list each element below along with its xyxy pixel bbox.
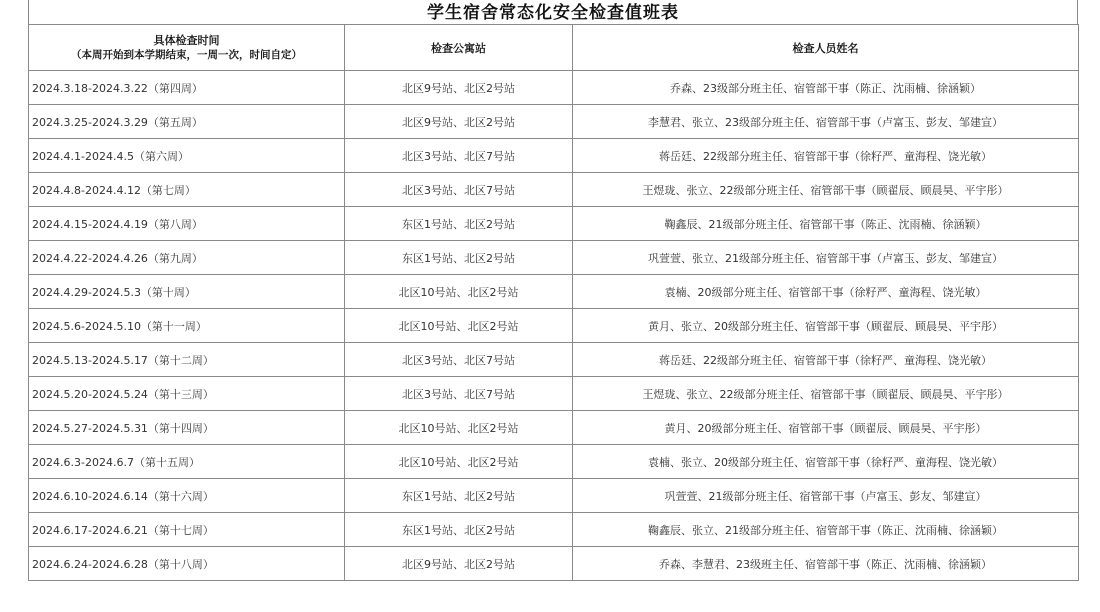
table-row [29,71,1079,105]
cell-staff: 鞠鑫辰、张立、21级部分班主任、宿管部干事（陈正、沈雨楠、徐涵颖） [573,513,1079,547]
cell-station: 北区3号站、北区7号站 [345,173,573,207]
header-station: 检查公寓站 [345,25,573,71]
cell-staff: 袁楠、张立、20级部分班主任、宿管部干事（徐籽严、童海程、饶光敏） [573,445,1079,479]
cell-staff: 乔森、23级部分班主任、宿管部干事（陈正、沈雨楠、徐涵颖） [573,71,1079,105]
cell-staff: 李慧君、张立、23级部分班主任、宿管部干事（卢富玉、彭友、邹建宣） [573,105,1079,139]
cell-date: 2024.4.8-2024.4.12（第七周） [29,173,345,207]
table-row [29,309,1079,343]
cell-staff: 蒋岳廷、22级部分班主任、宿管部干事（徐籽严、童海程、饶光敏） [573,139,1079,173]
cell-staff: 袁楠、20级部分班主任、宿管部干事（徐籽严、童海程、饶光敏） [573,275,1079,309]
table-row [29,173,1079,207]
table-row [29,275,1079,309]
cell-staff: 黄月、张立、20级部分班主任、宿管部干事（顾翟辰、顾晨昊、平宇彤） [573,309,1079,343]
cell-date: 2024.4.1-2024.4.5（第六周） [29,139,345,173]
cell-station: 北区9号站、北区2号站 [345,71,573,105]
cell-date: 2024.4.22-2024.4.26（第九周） [29,241,345,275]
table-row [29,241,1079,275]
cell-date: 2024.5.20-2024.5.24（第十三周） [29,377,345,411]
header-time-main: 具体检查时间 [153,33,220,47]
cell-date: 2024.5.13-2024.5.17（第十二周） [29,343,345,377]
table-title: 学生宿舍常态化安全检查值班表 [28,0,1078,24]
table-row [29,105,1079,139]
table-row [29,411,1079,445]
table-row [29,343,1079,377]
table-row [29,445,1079,479]
header-staff: 检查人员姓名 [573,25,1079,71]
table-row [29,479,1079,513]
cell-station: 东区1号站、北区2号站 [345,241,573,275]
table-row [29,547,1079,581]
cell-station: 北区3号站、北区7号站 [345,139,573,173]
cell-staff: 巩萱萱、21级部分班主任、宿管部干事（卢富玉、彭友、邹建宣） [573,479,1079,513]
table-row [29,139,1079,173]
cell-station: 北区3号站、北区7号站 [345,343,573,377]
table-row [29,207,1079,241]
cell-date: 2024.3.18-2024.3.22（第四周） [29,71,345,105]
cell-date: 2024.4.29-2024.5.3（第十周） [29,275,345,309]
cell-date: 2024.3.25-2024.3.29（第五周） [29,105,345,139]
cell-station: 北区10号站、北区2号站 [345,309,573,343]
cell-station: 东区1号站、北区2号站 [345,207,573,241]
cell-date: 2024.5.6-2024.5.10（第十一周） [29,309,345,343]
cell-staff: 巩萱萱、张立、21级部分班主任、宿管部干事（卢富玉、彭友、邹建宣） [573,241,1079,275]
cell-staff: 乔森、李慧君、23级班主任、宿管部干事（陈正、沈雨楠、徐涵颖） [573,547,1079,581]
cell-date: 2024.6.24-2024.6.28（第十八周） [29,547,345,581]
header-inspection-time [29,25,345,71]
cell-station: 东区1号站、北区2号站 [345,513,573,547]
cell-date: 2024.4.15-2024.4.19（第八周） [29,207,345,241]
cell-staff: 王煜珑、张立、22级部分班主任、宿管部干事（顾翟辰、顾晨昊、平宇彤） [573,377,1079,411]
cell-station: 北区9号站、北区2号站 [345,547,573,581]
cell-date: 2024.5.27-2024.5.31（第十四周） [29,411,345,445]
cell-station: 北区9号站、北区2号站 [345,105,573,139]
header-time-note: （本周开始到本学期结束，一周一次，时间自定） [71,48,302,61]
table-header [29,25,1079,71]
cell-date: 2024.6.10-2024.6.14（第十六周） [29,479,345,513]
table-body [29,71,1079,581]
table-row [29,377,1079,411]
duty-schedule-sheet [28,0,1078,581]
cell-station: 北区10号站、北区2号站 [345,411,573,445]
cell-staff: 蒋岳廷、22级部分班主任、宿管部干事（徐籽严、童海程、饶光敏） [573,343,1079,377]
cell-staff: 黄月、20级部分班主任、宿管部干事（顾翟辰、顾晨昊、平宇彤） [573,411,1079,445]
cell-staff: 王煜珑、张立、22级部分班主任、宿管部干事（顾翟辰、顾晨昊、平宇彤） [573,173,1079,207]
cell-date: 2024.6.3-2024.6.7（第十五周） [29,445,345,479]
cell-station: 北区10号站、北区2号站 [345,445,573,479]
cell-station: 北区10号站、北区2号站 [345,275,573,309]
header-row [29,25,1079,71]
duty-table [28,24,1079,581]
cell-staff: 鞠鑫辰、21级部分班主任、宿管部干事（陈正、沈雨楠、徐涵颖） [573,207,1079,241]
cell-station: 东区1号站、北区2号站 [345,479,573,513]
table-row [29,513,1079,547]
cell-date: 2024.6.17-2024.6.21（第十七周） [29,513,345,547]
cell-station: 北区3号站、北区7号站 [345,377,573,411]
